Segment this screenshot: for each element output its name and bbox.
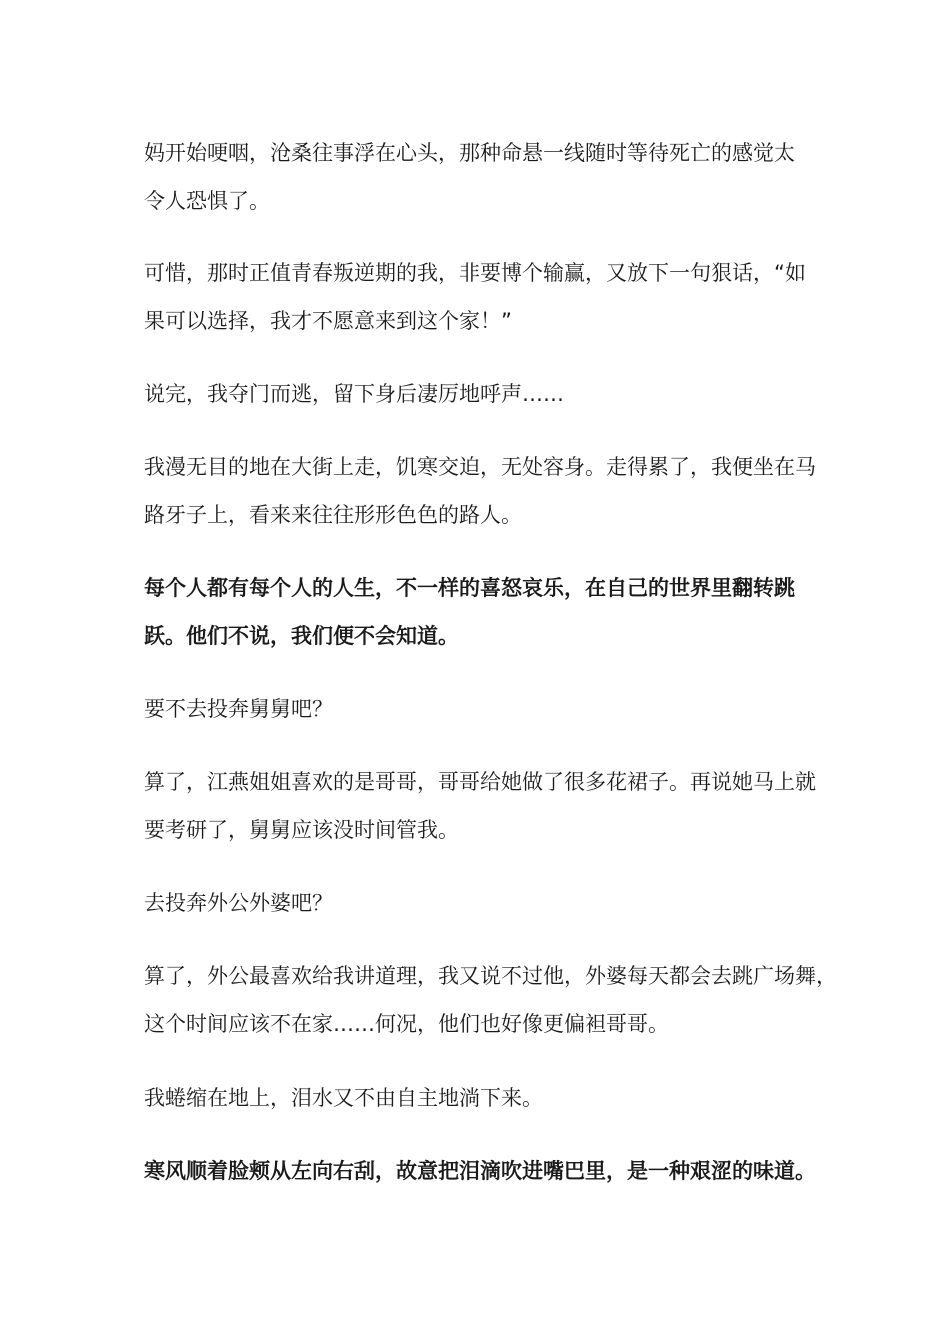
paragraph-5-bold: [144, 564, 834, 660]
text-line: 寒风顺着脸颊从左向右刮，故意把泪滴吹进嘴巴里，是一种艰涩的味道。: [144, 1159, 816, 1183]
text-line: 令人恐惧了。: [144, 189, 270, 213]
text-line: 这个时间应该不在家……何况，他们也好像更偏袒哥哥。: [144, 1012, 669, 1036]
paragraph-9: [144, 952, 837, 1048]
text-line: 算了，外公最喜欢给我讲道理，我又说不过他，外婆每天都会去跳广场舞，: [144, 964, 837, 988]
paragraph-1: [144, 129, 834, 225]
paragraph-8: [144, 879, 834, 927]
text-line: 去投奔外公外婆吧？: [144, 891, 333, 915]
text-line: 我蜷缩在地上，泪水又不由自主地淌下来。: [144, 1086, 543, 1110]
text-line: 说完，我夺门而逃，留下身后凄厉地呼声……: [144, 382, 564, 406]
paragraph-11-bold: [144, 1147, 834, 1195]
text-line: 跃。他们不说，我们便不会知道。: [144, 624, 459, 648]
text-line: 可惜，那时正值青春叛逆期的我，非要博个输赢，又放下一句狠话，“如: [144, 261, 806, 285]
paragraph-3: [144, 370, 834, 418]
paragraph-4: [144, 443, 834, 539]
paragraph-6: [144, 685, 834, 733]
text-line: 算了，江燕姐姐喜欢的是哥哥，哥哥给她做了很多花裙子。再说她马上就: [144, 770, 816, 794]
paragraph-10: [144, 1074, 834, 1122]
text-line: 妈开始哽咽，沧桑往事浮在心头，那种命悬一线随时等待死亡的感觉太: [144, 141, 795, 165]
text-line: 要考研了，舅舅应该没时间管我。: [144, 818, 459, 842]
text-line: 要不去投奔舅舅吧？: [144, 697, 333, 721]
text-line: 果可以选择，我才不愿意来到这个家！”: [144, 309, 512, 333]
text-line: 每个人都有每个人的人生，不一样的喜怒哀乐，在自己的世界里翻转跳: [144, 576, 795, 600]
paragraph-7: [144, 758, 834, 854]
text-line: 路牙子上，看来来往往形形色色的路人。: [144, 503, 522, 527]
text-line: 我漫无目的地在大街上走，饥寒交迫，无处容身。走得累了，我便坐在马: [144, 455, 816, 479]
paragraph-2: [144, 249, 834, 345]
